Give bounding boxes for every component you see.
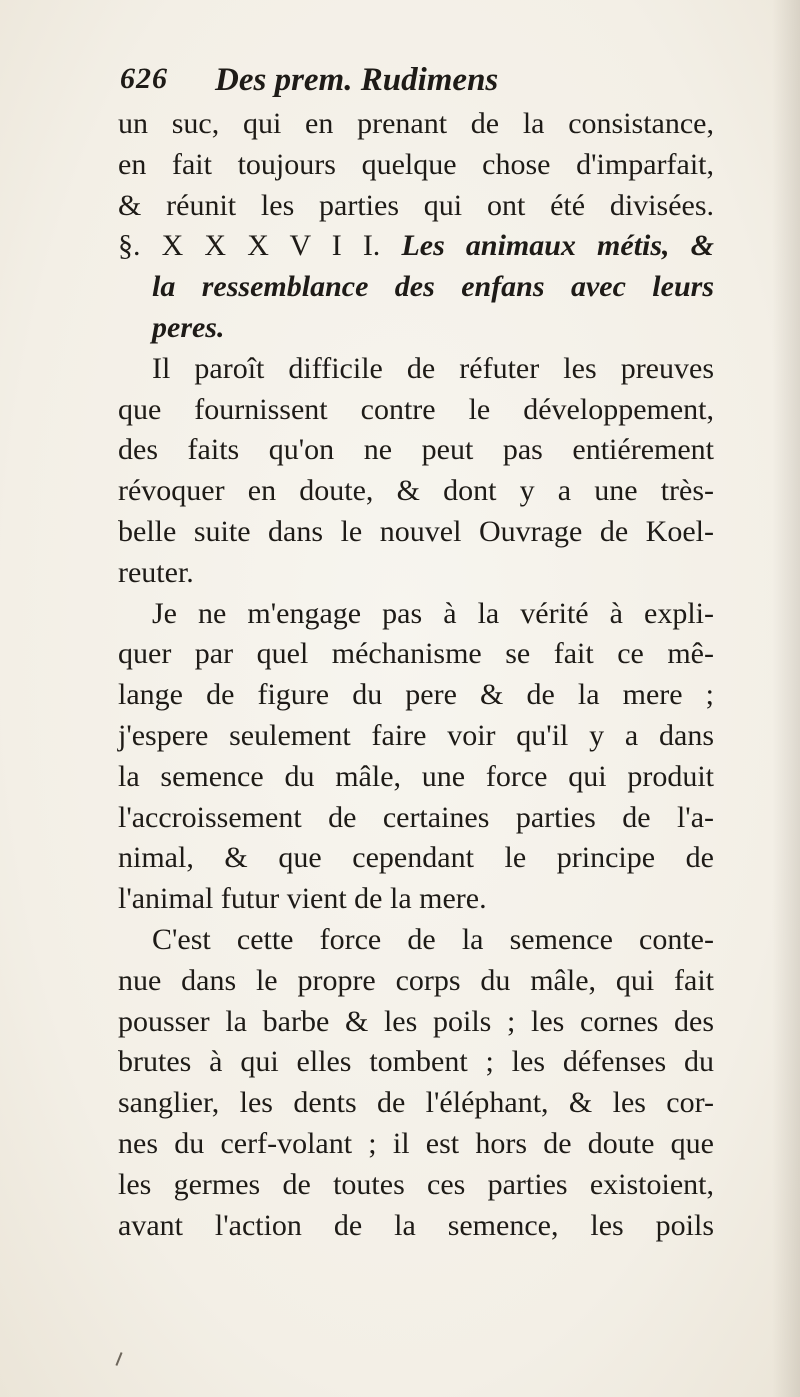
text-line: pousser la barbe & les poils ; les cornes des — [118, 1004, 714, 1038]
text-line: j'espere seulement faire voir qu'il y a dans — [118, 718, 714, 752]
text-line: l'animal futur vient de la mere. — [118, 882, 487, 916]
text-line: reuter. — [118, 555, 194, 589]
body-text — [118, 104, 714, 1246]
running-title: Des prem. Rudimens — [215, 62, 499, 98]
text-line: avant l'action de la semence, les poils — [118, 1208, 714, 1242]
text-line: & réunit les parties qui ont été divisées. — [118, 188, 714, 222]
text-line: les germes de toutes ces parties existoient, — [118, 1167, 714, 1201]
text-line: belle suite dans le nouvel Ouvrage de Koel- — [118, 514, 714, 548]
text-line: nes du cerf-volant ; il est hors de doute que — [118, 1126, 714, 1160]
text-line: nue dans le propre corps du mâle, qui fait — [118, 963, 714, 997]
text-line: en fait toujours quelque chose d'imparfait, — [118, 147, 714, 181]
text-line: quer par quel méchanisme se fait ce mê- — [118, 637, 714, 671]
section-title-line: la ressemblance des enfans avec leurs — [152, 270, 714, 304]
text-line: révoquer en doute, & dont y a une très- — [118, 474, 714, 508]
section-number: §. X X X V I I. — [118, 229, 381, 263]
text-line: Il paroît difficile de réfuter les preuves — [152, 351, 714, 385]
paper-speck — [115, 1352, 122, 1366]
text-line: l'accroissement de certaines parties de l'a- — [118, 800, 714, 834]
section-title-part: Les animaux métis, & — [401, 229, 714, 263]
text-line: un suc, qui en prenant de la consistance, — [118, 107, 714, 140]
page-number: 626 — [120, 62, 168, 95]
text-line: nimal, & que cependant le principe de — [118, 841, 714, 875]
section-title-line: peres. — [152, 310, 225, 344]
section-heading — [118, 226, 714, 267]
text-line: brutes à qui elles tombent ; les défenses du — [118, 1045, 714, 1079]
text-line: que fournissent contre le développement, — [118, 392, 714, 426]
page-header — [120, 62, 700, 106]
text-line: sanglier, les dents de l'éléphant, & les cor- — [118, 1086, 714, 1120]
page-edge-shadow — [772, 0, 800, 1397]
text-line: lange de figure du pere & de la mere ; — [118, 678, 714, 712]
text-line: la semence du mâle, une force qui produit — [118, 759, 714, 793]
text-line: des faits qu'on ne peut pas entiérement — [118, 433, 714, 467]
text-line: C'est cette force de la semence conte- — [152, 922, 714, 956]
text-line: Je ne m'engage pas à la vérité à expli- — [152, 596, 714, 630]
